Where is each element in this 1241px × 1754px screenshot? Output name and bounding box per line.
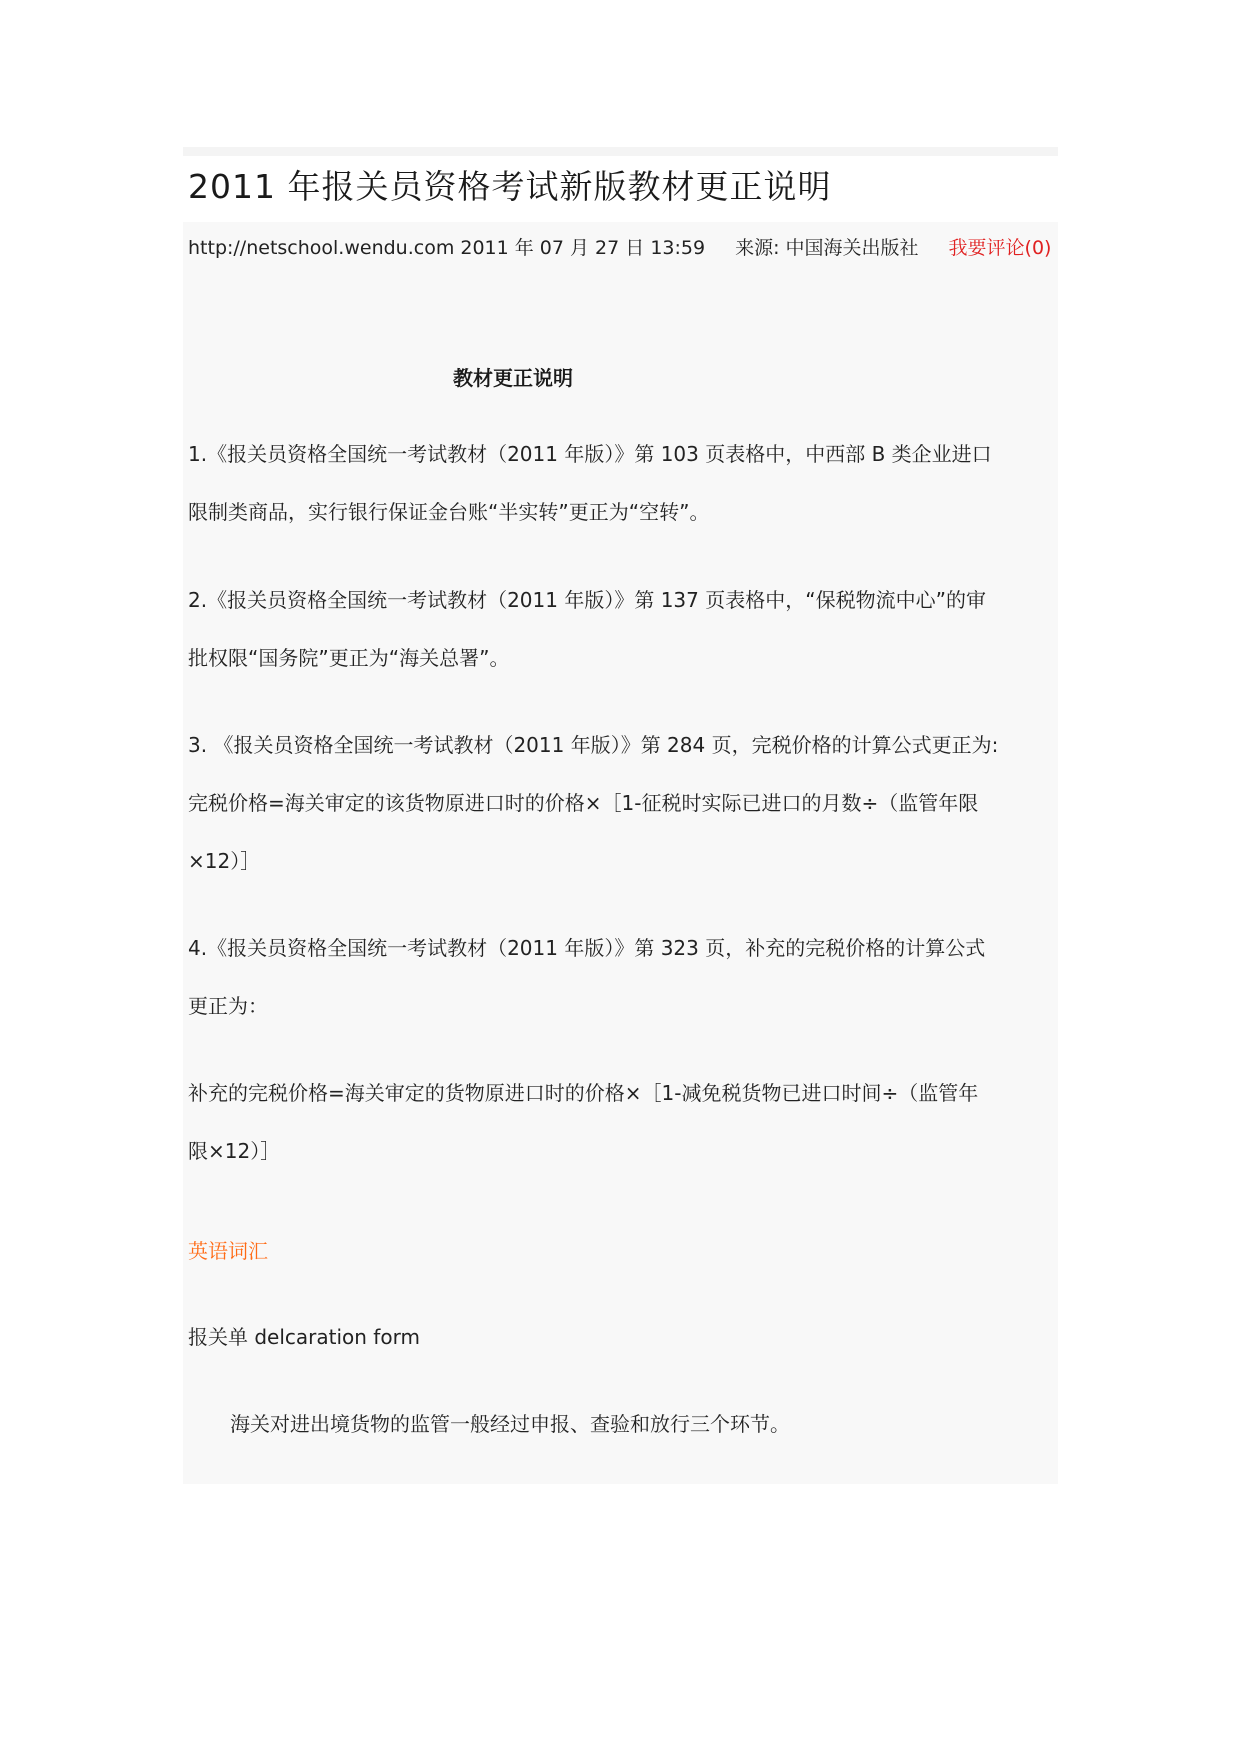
correction-line: 补充的完税价格=海关审定的货物原进口时的价格×［1-减免税货物已进口时间÷（监管年 [188,1081,979,1105]
article-url-date: http://netschool.wendu.com 2011 年 07 月 27 日 13:59 [188,237,706,259]
comment-link[interactable]: 我要评论(0) [948,237,1052,259]
correction-line: ×12）］ [188,849,261,873]
correction-line: 批权限“国务院”更正为“海关总署”。 [188,646,510,670]
correction-line: 完税价格=海关审定的该货物原进口时的价格×［1-征税时实际已进口的月数÷（监管年限 [188,791,979,815]
article-meta [188,233,1051,263]
correction-line: 1.《报关员资格全国统一考试教材（2011 年版）》第 103 页表格中，中西部 B 类企业进口 [188,442,992,466]
correction-item-3 [188,716,1050,890]
vocab-term: 报关单 delcaration form [188,1325,420,1349]
section-heading: 教材更正说明 [453,366,573,390]
correction-item-1 [188,425,1050,541]
article-source: 来源: 中国海关出版社 [735,237,919,259]
correction-line: 限×12）］ [188,1139,281,1163]
correction-line: 2.《报关员资格全国统一考试教材（2011 年版）》第 137 页表格中，“保税物流中心”的审 [188,588,986,612]
correction-formula [188,1064,1050,1180]
correction-line: 限制类商品，实行银行保证金台账“半实转”更正为“空转”。 [188,500,710,524]
correction-item-4 [188,919,1050,1035]
vocab-link[interactable]: 英语词汇 [188,1239,268,1263]
page-title: 2011 年报关员资格考试新版教材更正说明 [188,167,832,206]
correction-item-2 [188,571,1050,687]
top-divider [183,147,1058,156]
correction-line: 4.《报关员资格全国统一考试教材（2011 年版）》第 323 页，补充的完税价格的计算公式 [188,936,986,960]
vocab-note: 海关对进出境货物的监管一般经过申报、查验和放行三个环节。 [230,1412,790,1436]
correction-line: 3. 《报关员资格全国统一考试教材（2011 年版）》第 284 页，完税价格的计算公式更正为: [188,733,999,757]
correction-line: 更正为： [188,994,268,1018]
